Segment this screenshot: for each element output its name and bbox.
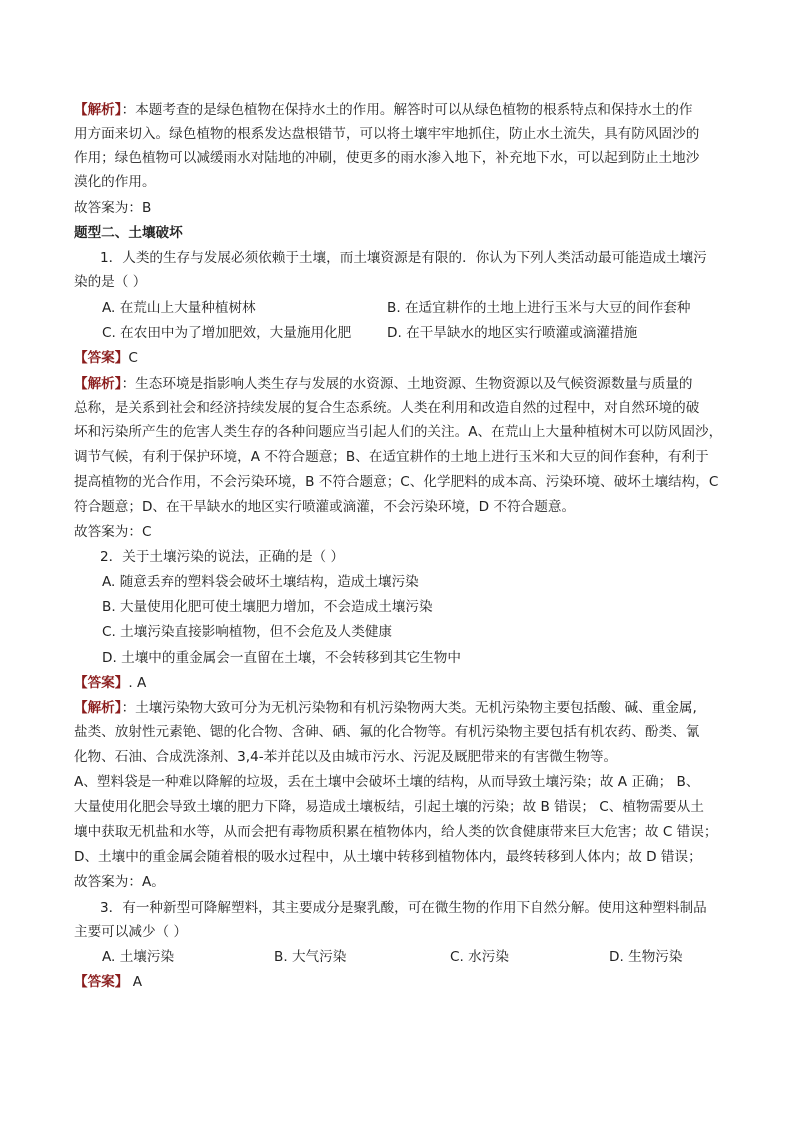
option-c: C. 土壤污染直接影响植物，但不会危及人类健康 [102, 624, 393, 640]
analysis-line [74, 696, 697, 720]
answer-line [74, 671, 146, 695]
question-stem: 染的是（ ） [74, 274, 147, 290]
answer-value: . A [128, 675, 147, 691]
analysis-line: 总称，是关系到社会和经济持续发展的复合生态系统。人类在利用和改造自然的过程中，对自然环境的破 [74, 400, 700, 416]
analysis-line: 调节气候，有利于保护环境，A 不符合题意；B、在适宜耕作的土地上进行玉米和大豆的间作套种，有利于 [74, 449, 709, 465]
analysis-detail-line: 大量使用化肥会导致土壤的肥力下降，易造成土壤板结，引起土壤的污染；故 B 错误； C、植物需要从土 [74, 799, 704, 815]
analysis-line: 符合题意；D、在干旱缺水的地区实行喷灌或滴灌，不会污染环境，D 不符合题意。 [74, 499, 576, 515]
analysis-label: 【解析】 [74, 700, 122, 716]
analysis-label: 【解析】 [74, 376, 122, 392]
option-a: A. 土壤污染 [102, 949, 175, 965]
section-heading: 题型二、土壤破坏 [74, 225, 183, 241]
analysis-line: 漠化的作用。 [74, 174, 156, 190]
answer-label: 【答案】 [74, 350, 129, 366]
analysis-detail-line: D、土壤中的重金属会随着根的吸水过程中，从土壤中转移到植物体内，最终转移到人体内；故 D 错误； [74, 849, 702, 865]
question-stem: 主要可以减少（ ） [74, 924, 188, 940]
final-answer: 故答案为：C [74, 524, 152, 540]
analysis-line: 提高植物的光合作用，不会污染环境，B 不符合题意；C、化学肥料的成本高、污染环境、破坏土壤结构，C [74, 474, 719, 490]
question-stem: 1．人类的生存与发展必须依赖于土壤，而土壤资源是有限的．你认为下列人类活动最可能造成土壤污 [100, 250, 707, 266]
question-stem: 3．有一种新型可降解塑料，其主要成分是聚乳酸，可在微生物的作用下自然分解。使用这种塑料制品 [100, 900, 707, 916]
analysis-line: 盐类、放射性元素铯、锶的化合物、含砷、硒、氟的化合物等。有机污染物主要包括有机农药、酚类、氰 [74, 724, 700, 740]
option-a: A. 在荒山上大量种植树林 [102, 300, 256, 316]
answer-line [74, 346, 138, 370]
answer-value: A [128, 974, 142, 990]
answer-line [74, 970, 142, 994]
analysis-text: ：本题考查的是绿色植物在保持水土的作用。解答时可以从绿色植物的根系特点和保持水土的作 [121, 102, 693, 118]
analysis-line [74, 98, 693, 122]
analysis-line: 用方面来切入。绿色植物的根系发达盘根错节，可以将土壤牢牢地抓住，防止水土流失，具有防风固沙的 [74, 126, 700, 142]
analysis-text: ：土壤污染物大致可分为无机污染物和有机污染物两大类。无机污染物主要包括酸、碱、重金属, [121, 700, 697, 716]
option-b: B. 大量使用化肥可使土壤肥力增加，不会造成土壤污染 [102, 599, 433, 615]
analysis-line: 化物、石油、合成洗涤剂、3,4-苯并芘以及由城市污水、污泥及厩肥带来的有害微生物等。 [74, 749, 618, 765]
option-a: A. 随意丢弃的塑料袋会破坏土壤结构，造成土壤污染 [102, 574, 419, 590]
final-answer: 故答案为：B [74, 200, 152, 216]
option-d: D. 生物污染 [609, 949, 683, 965]
analysis-line [74, 372, 693, 396]
analysis-line: 作用；绿色植物可以减缓雨水对陆地的冲刷，使更多的雨水渗入地下，补充地下水，可以起到防止土地沙 [74, 150, 700, 166]
question-stem: 2．关于土壤污染的说法，正确的是（ ） [100, 549, 345, 565]
option-d: D. 土壤中的重金属会一直留在土壤，不会转移到其它生物中 [102, 650, 461, 666]
answer-value: C [128, 350, 138, 366]
analysis-detail-line: 壤中获取无机盐和水等，从而会把有毒物质积累在植物体内，给人类的饮食健康带来巨大危害；故 C 错误； [74, 824, 718, 840]
option-c: C. 水污染 [450, 949, 509, 965]
analysis-text: ：生态环境是指影响人类生存与发展的水资源、土地资源、生物资源以及气候资源数量与质量的 [121, 376, 693, 392]
final-answer: 故答案为：A。 [74, 874, 165, 890]
option-b: B. 在适宜耕作的土地上进行玉米与大豆的间作套种 [387, 300, 691, 316]
analysis-detail-line: A、塑料袋是一种难以降解的垃圾，丢在土壤中会破坏土壤的结构，从而导致土壤污染；故 A 正确； B、 [74, 774, 700, 790]
analysis-line: 坏和污染所产生的危害人类生存的各种问题应当引起人们的关注。A、在荒山上大量种植树木可以防风固沙， [74, 424, 723, 440]
analysis-label: 【解析】 [74, 102, 122, 118]
answer-label: 【答案】 [74, 974, 129, 990]
option-d: D. 在干旱缺水的地区实行喷灌或滴灌措施 [387, 325, 638, 341]
option-b: B. 大气污染 [274, 949, 347, 965]
answer-label: 【答案】 [74, 675, 129, 691]
option-c: C. 在农田中为了增加肥效，大量施用化肥 [102, 325, 352, 341]
